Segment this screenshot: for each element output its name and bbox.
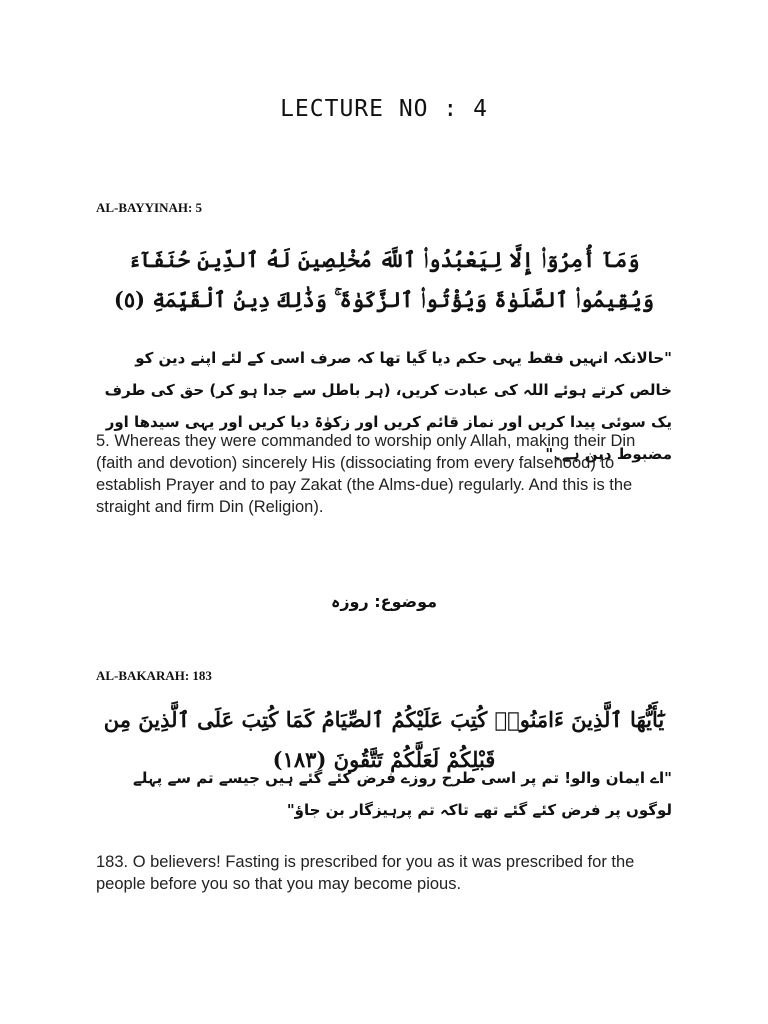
english-translation-bayyinah: 5. Whereas they were commanded to worship only Allah, making their Din (faith and devotion) sincerely His (dissociating from every falsehood) to establish Prayer and to pay Zakat (the Alms-due) regularly. And this is the straight and firm Din (Religion). (96, 432, 636, 516)
urdu-translation-bayyinah: "حالانکہ انہیں فقط یہی حکم دیا گیا تھا کہ صرف اسی کے لئے اپنے دین کو خالص کرتے ہوئے اللہ کی عبادت کریں، (ہر باطل سے جدا ہو کر) حق کی طرف یک سوئی پیدا کریں اور نماز قائم کریں اور زکوٰۃ دیا کریں اور یہی سیدھا اور مضبوط دین ہے۔" (104, 349, 672, 463)
arabic-verse-bayyinah: وَمَآ أُمِرُوٓا۟ إِلَّا لِيَعْبُدُوا۟ ٱللَّهَ مُخْلِصِينَ لَهُ ٱلدِّينَ حُنَفَآءَ وَيُقِيمُوا۟ ٱلصَّلَوٰةَ وَيُؤْتُوا۟ ٱلزَّكَوٰةَ ۚ وَذَٰلِكَ دِينُ ٱلْقَيِّمَةِ (٥) (113, 247, 655, 312)
verse-reference-bayyinah: AL-BAYYINAH: 5 (96, 200, 203, 215)
page-title: LECTURE NO : 4 (280, 96, 488, 122)
topic-heading: موضوع: روزہ (330, 592, 438, 611)
urdu-translation-bakarah: "اے ایمان والو! تم پر اسی طرح روزے فرض کئے گئے ہیں جیسے تم سے پہلے لوگوں پر فرض کئے گئے تھے تاکہ تم پرہیزگار بن جاؤ" (132, 769, 672, 819)
arabic-verse-bakarah: يَٰٓأَيُّهَا ٱلَّذِينَ ءَامَنُوا۟ كُتِبَ عَلَيْكُمُ ٱلصِّيَامُ كَمَا كُتِبَ عَلَى ٱلَّذِينَ مِن قَبْلِكُمْ لَعَلَّكُمْ تَتَّقُونَ (١٨٣) (103, 707, 665, 772)
english-translation-bakarah: 183. O believers! Fasting is prescribed for you as it was prescribed for the people before you so that you may become pious. (96, 853, 635, 893)
verse-reference-bakarah: AL-BAKARAH: 183 (96, 668, 212, 683)
